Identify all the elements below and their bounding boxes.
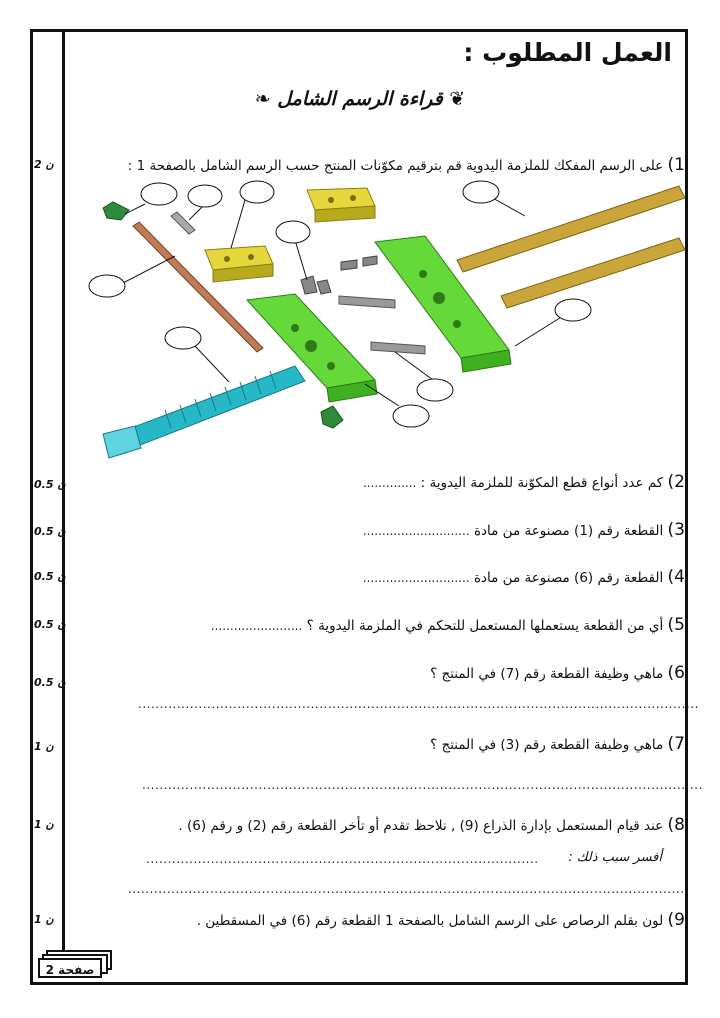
page-number-label: صفحة 2 xyxy=(38,958,102,978)
section-subtitle xyxy=(0,88,720,110)
question-6: 6) ماهي وظيفة القطعة رقم (7) في المنتج ؟ xyxy=(430,663,685,683)
ornament-left-icon: ❧ xyxy=(254,88,271,110)
score-2: 0.5 ن xyxy=(34,478,66,491)
question-9: 9) لون بقلم الرصاص على الرسم الشامل بالصفحة 1 القطعة رقم (6) في المسقطين . xyxy=(196,910,685,930)
cap-part-bottom xyxy=(321,406,343,428)
score-8: 1 ن xyxy=(34,818,54,831)
subtitle-text: قراءة الرسم الشامل xyxy=(277,88,443,110)
pin-part-2 xyxy=(371,342,425,354)
question-4: 4) القطعة رقم (6) مصنوعة من مادة ............................ xyxy=(362,567,685,587)
screw-part xyxy=(103,366,305,458)
answer-blank-2[interactable]: .............. xyxy=(362,476,417,490)
screws-part xyxy=(301,256,377,294)
question-8: 8) عند قيام المستعمل بإدارة الذراع (9) , نلاحظ تقدم أو تأخر القطعة رقم (2) و رقم (6) . xyxy=(178,815,685,835)
answer-blank-4[interactable]: ............................ xyxy=(362,571,470,585)
question-1: 1) على الرسم المفكك للملزمة اليدوية قم بترقيم مكوّنات المنتج حسب الرسم الشامل بالصفحة 1 : xyxy=(127,155,685,175)
score-3: 0.5 ن xyxy=(34,525,66,538)
question-5: 5) أي من القطعة يستعملها المستعمل للتحكم في الملزمة اليدوية ؟ ........................ xyxy=(210,615,685,635)
answer-blank-7[interactable]: .................................................................................................................................. xyxy=(142,778,703,792)
exploded-drawing xyxy=(95,176,695,461)
answer-blank-8a[interactable]: ........................................................................................... xyxy=(146,852,539,866)
score-1: 2 ن xyxy=(34,158,54,171)
score-9: 1 ن xyxy=(34,913,54,926)
page-title: العمل المطلوب : xyxy=(463,38,672,67)
question-3: 3) القطعة رقم (1) مصنوعة من مادة ............................ xyxy=(362,520,685,540)
small-pin-part xyxy=(171,212,195,234)
question-7: 7) ماهي وظيفة القطعة رقم (3) في المنتج ؟ xyxy=(430,734,685,754)
answer-blank-5[interactable]: ........................ xyxy=(210,619,303,633)
ornament-right-icon: ❦ xyxy=(449,88,466,110)
margin-line xyxy=(62,29,65,953)
question-2: 2) كم عدد أنواع قطع المكوّنة للملزمة اليدوية : .............. xyxy=(362,472,685,492)
answer-blank-3[interactable]: ............................ xyxy=(362,524,470,538)
score-7: 1 ن xyxy=(34,740,54,753)
cap-part-top xyxy=(103,202,129,220)
pin-part-1 xyxy=(339,296,395,308)
score-4: 0.5 ن xyxy=(34,570,66,583)
question-8-sub: أفسر سبب ذلك : xyxy=(568,850,662,865)
yellow-plate-left xyxy=(205,246,273,282)
answer-blank-8b[interactable]: ................................................................................................................................. xyxy=(128,882,685,896)
score-6: 0.5 ن xyxy=(34,676,66,689)
score-5: 0.5 ن xyxy=(34,618,66,631)
yellow-plate-right xyxy=(307,188,375,222)
answer-blank-6[interactable]: .................................................................................................................................. xyxy=(138,697,699,711)
